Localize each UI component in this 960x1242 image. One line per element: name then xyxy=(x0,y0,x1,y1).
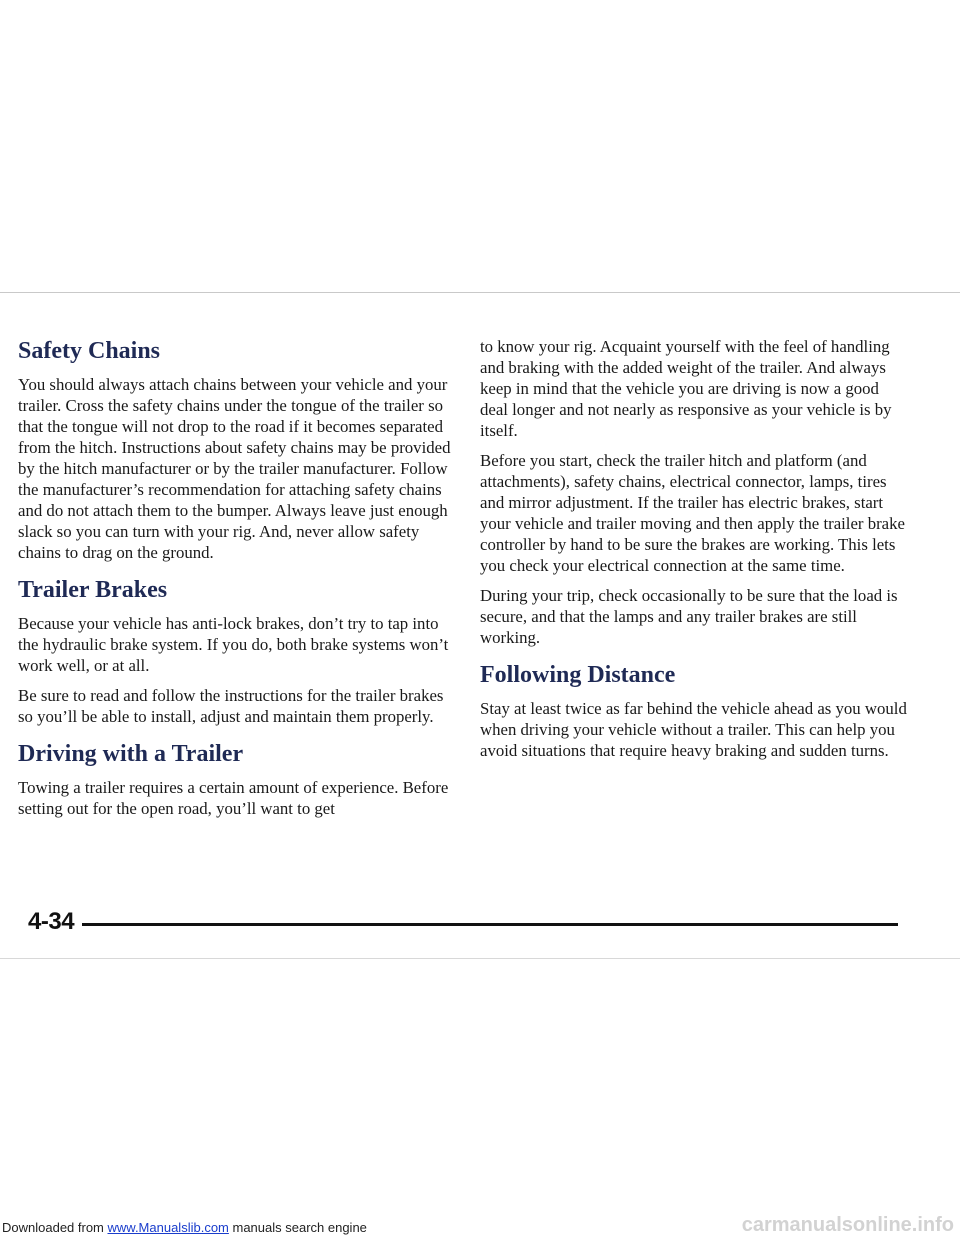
download-suffix: manuals search engine xyxy=(228,1220,367,1235)
section-following-distance xyxy=(480,660,910,761)
heading-driving-with-a-trailer: Driving with a Trailer xyxy=(18,741,244,767)
paragraph: Before you start, check the trailer hitch and platform (and attachments), safety chains, electrical connector, lamps, tires and mirror adjustment. If the trailer has electric brakes, start your vehicle and trailer moving and then apply the trailer brake controller by hand to be sure the brakes are working. This lets you check your electrical connection at the same time. xyxy=(480,451,905,575)
paragraph: to know your rig. Acquaint yourself with the feel of handling and braking with the added weight of the trailer. And always keep in mind that the vehicle you are driving is now a good deal longer and not nearly as responsive as your vehicle is by itself. xyxy=(480,337,892,440)
section-safety-chains xyxy=(18,336,458,563)
top-divider xyxy=(0,292,960,293)
page-footer xyxy=(18,908,898,938)
heading-trailer-brakes: Trailer Brakes xyxy=(18,577,168,603)
page-number: 4-34 xyxy=(28,908,75,935)
section-driving-with-a-trailer xyxy=(18,739,458,819)
heading-following-distance: Following Distance xyxy=(480,662,676,688)
footer-rule xyxy=(82,923,898,926)
paragraph: During your trip, check occasionally to be sure that the load is secure, and that the lamps and any trailer brakes are still working. xyxy=(480,586,898,647)
lower-divider xyxy=(0,958,960,959)
section-continuation xyxy=(480,336,910,648)
right-column xyxy=(480,336,910,773)
left-column xyxy=(18,336,458,831)
manualslib-link[interactable]: www.Manualslib.com xyxy=(107,1220,229,1235)
download-prefix: Downloaded from xyxy=(2,1220,108,1235)
paragraph: You should always attach chains between your vehicle and your trailer. Cross the safety chains under the tongue of the trailer so that the tongue will not drop to the road if it becomes separated from the hitch. Instructions about safety chains may be provided by the hitch manufacturer or by the trailer manufacturer. Follow the manufacturer’s recommendation for attaching safety chains and do not attach them to the bumper. Always leave just enough slack so you can turn with your rig. And, never allow safety chains to drag on the ground. xyxy=(18,375,451,562)
paragraph: Be sure to read and follow the instructions for the trailer brakes so you’ll be able to install, adjust and maintain them properly. xyxy=(18,686,444,726)
heading-safety-chains: Safety Chains xyxy=(18,338,161,364)
download-bar xyxy=(2,1220,367,1235)
section-trailer-brakes xyxy=(18,575,458,727)
watermark: carmanualsonline.info xyxy=(741,1214,954,1236)
paragraph: Stay at least twice as far behind the vehicle ahead as you would when driving your vehicle without a trailer. This can help you avoid situations that require heavy braking and sudden turns. xyxy=(480,699,907,760)
paragraph: Because your vehicle has anti-lock brakes, don’t try to tap into the hydraulic brake system. If you do, both brake systems won’t work well, or at all. xyxy=(18,614,449,675)
paragraph: Towing a trailer requires a certain amount of experience. Before setting out for the open road, you’ll want to get xyxy=(18,778,449,818)
